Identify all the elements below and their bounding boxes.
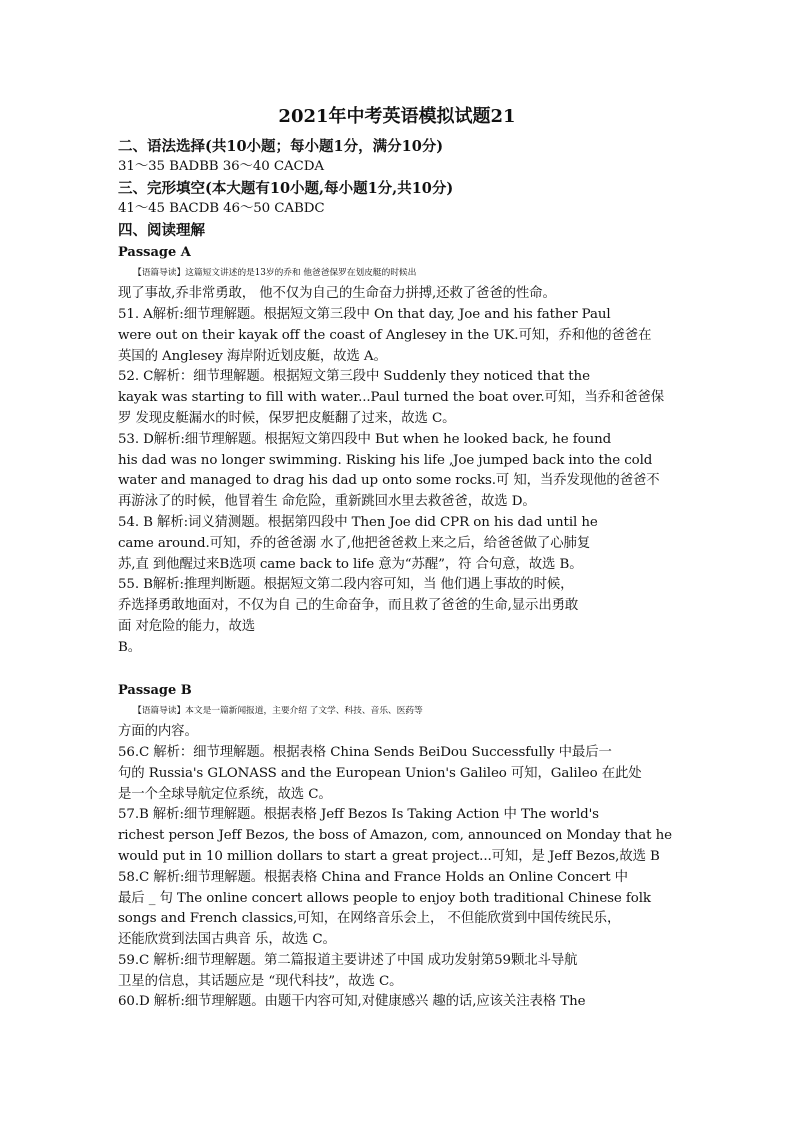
passage-b-line: 【语篇导读】本文是一篇新闻报道，主要介绍 了文学、科技、音乐、医药等 <box>133 706 423 717</box>
passage-a-line: 54. B 解析:词义猜测题。根据第四段中 Then Joe did CPR on his dad until he <box>118 514 598 530</box>
cloze-answers: 41～45 BACDB 46～50 CABDC <box>118 200 325 216</box>
passage-b-line: 60.D 解析:细节理解题。由题干内容可知,对健康感兴 趣的话,应该关注表格 The <box>118 994 586 1010</box>
passage-a-line: 51. A解析:细节理解题。根据短文第三段中 On that day, Joe and his father Paul <box>118 306 611 322</box>
passage-b-label: Passage B <box>118 682 192 698</box>
passage-b-line: 句的 Russia's GLONASS and the European Union's Galileo 可知，Galileo 在此处 <box>118 765 642 781</box>
passage-a-line: 55. B解析:推理判断题。根据短文第二段内容可知，当 他们遇上事故的时候， <box>118 577 574 593</box>
passage-b-line: 59.C 解析:细节理解题。第二篇报道主要讲述了中国 成功发射第59颗北斗导航 <box>118 952 578 968</box>
passage-a-label: Passage A <box>118 244 191 260</box>
document-page <box>118 104 676 1013</box>
passage-b-line: songs and French classics,可知，在网络音乐会上， 不但能欣赏到中国传统民乐， <box>118 911 621 927</box>
grammar-answers: 31～35 BADBB 36～40 CACDA <box>118 159 324 174</box>
passage-a-line: came around.可知，乔的爸爸溺 水了,他把爸爸救上来之后，给爸爸做了心肺复 <box>118 535 591 551</box>
section-spacer <box>118 659 676 679</box>
document-title: 2021年中考英语模拟试题21 <box>278 106 516 127</box>
passage-a-body <box>118 263 676 658</box>
passage-b-line: 最后 _ 句 The online concert allows people to enjoy both traditional Chinese folk <box>118 890 651 906</box>
reading-section-heading: 四、阅读理解 <box>118 221 205 239</box>
passage-a-line: were out on their kayak off the coast of Anglesey in the UK.可知，乔和他的爸爸在 <box>118 327 652 343</box>
passage-a-line: 53. D解析:细节理解题。根据短文第四段中 But when he looked back, he found <box>118 431 612 447</box>
passage-a-line: kayak was starting to fill with water...Paul turned the boat over.可知，当乔和爸爸保 <box>118 390 665 406</box>
passage-a-line: 面 对危险的能力，故选 <box>118 618 256 634</box>
passage-a-line: 英国的 Anglesey 海岸附近划皮艇，故选 A。 <box>118 348 387 364</box>
passage-a-line: 再游泳了的时候，他冒着生 命危险，重新跳回水里去救爸爸，故选 D。 <box>118 494 536 510</box>
passage-b-line: 还能欣赏到法国古典音 乐，故选 C。 <box>118 932 336 948</box>
cloze-section-heading: 三、完形填空(本大题有10小题,每小题1分,共10分) <box>118 179 454 197</box>
passage-a-line: water and managed to drag his dad up onto some rocks.可 知，当乔发现他的爸爸不 <box>118 473 660 489</box>
passage-b-line: 58.C 解析:细节理解题。根据表格 China and France Holds an Online Concert 中 <box>118 869 628 885</box>
passage-b-line: richest person Jeff Bezos, the boss of Amazon, com, announced on Monday that he <box>118 828 672 844</box>
passage-a-line: 【语篇导读】这篇短文讲述的是13岁的乔和 他爸爸保罗在划皮艇的时候出 <box>133 268 417 279</box>
passage-b-line: 56.C 解析：细节理解题。根据表格 China Sends BeiDou Successfully 中最后一 <box>118 744 612 760</box>
passage-a-line: 苏,直 到他醒过来B选项 came back to life 意为“苏醒”，符 合句意，故选 B。 <box>118 556 583 572</box>
passage-a-line: B。 <box>118 639 142 655</box>
passage-b-line: 方面的内容。 <box>118 724 198 740</box>
passage-b-line: 卫星的信息，其话题应是 “现代科技”，故选 C。 <box>118 973 403 989</box>
passage-b-body <box>118 701 676 1013</box>
passage-b-line: 57.B 解析:细节理解题。根据表格 Jeff Bezos Is Taking Action 中 The world's <box>118 807 599 823</box>
passage-a-line: 罗 发现皮艇漏水的时候，保罗把皮艇翻了过来，故选 C。 <box>118 410 456 426</box>
passage-a-line: 现了事故,乔非常勇敢， 他不仅为自己的生命奋力拼搏,还救了爸爸的性命。 <box>118 286 556 302</box>
passage-b-line: would put in 10 million dollars to start a great project...可知，是 Jeff Bezos,故选 B <box>118 848 660 864</box>
passage-a-line: 52. C解析：细节理解题。根据短文第三段中 Suddenly they noticed that the <box>118 369 590 385</box>
grammar-section-heading: 二、语法选择(共10小题；每小题1分，满分10分) <box>118 138 444 155</box>
passage-b-line: 是一个全球导航定位系统，故选 C。 <box>118 786 332 802</box>
passage-a-line: 乔选择勇敢地面对，不仅为自 己的生命奋争，而且救了爸爸的生命,显示出勇敢 <box>118 598 579 614</box>
passage-a-line: his dad was no longer swimming. Risking his life ,Joe jumped back into the cold <box>118 452 653 468</box>
